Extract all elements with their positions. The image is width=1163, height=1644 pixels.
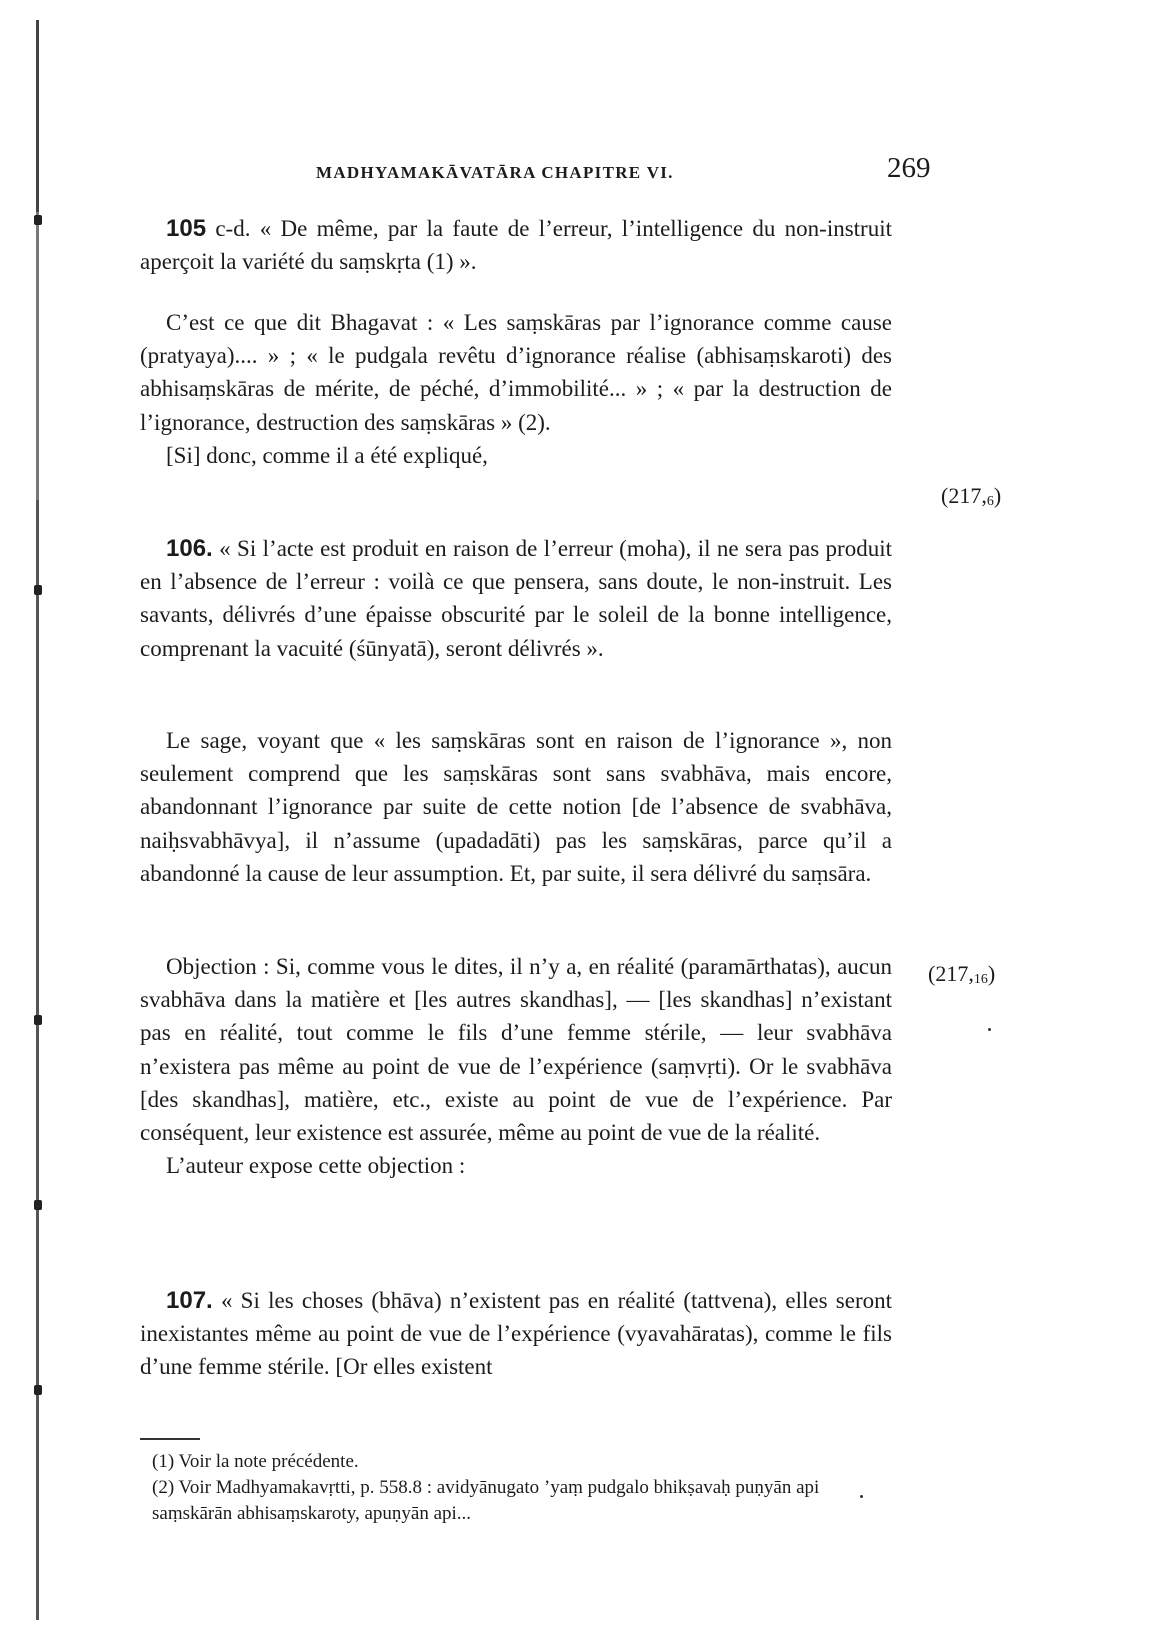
paragraph: C’est ce que dit Bhagavat : « Les saṃskāras par l’ignorance comme cause (pratyaya).... » ; « le pudgala revêtu d’ignorance réalise (abhisaṃskaroti) des abhisaṃskāras de mérite, de péché, d’immobilité... » ; « par la destruction de l’ignorance, destruction des saṃskāras » (2). (140, 310, 892, 435)
binding-mark (34, 1385, 42, 1395)
binding-mark (34, 1015, 42, 1025)
footnote-2: (2) Voir Madhyamakavṛtti, p. 558.8 : avidyānugato ’yaṃ pudgalo bhikṣavaḥ puṇyān api saṃskārān abhisaṃskaroty, apuṇyān api... (152, 1477, 820, 1524)
paragraph: L’auteur expose cette objection : (166, 1153, 466, 1179)
paragraph (140, 1284, 892, 1384)
objection-block (140, 950, 892, 1182)
verse-106 (140, 532, 892, 665)
footnote-1: (1) Voir la note précédente. (152, 1451, 359, 1472)
page-number: 269 (887, 152, 931, 184)
binding-mark (34, 215, 42, 225)
binding-mark (34, 585, 42, 595)
verse-number: 105 (166, 215, 207, 242)
paragraph-text: c-d. « De même, par la faute de l’erreur, l’intelligence du non-instruit aperçoit la variété du saṃskṛta (1) ». (140, 216, 892, 275)
page-left-edge (36, 20, 39, 1620)
paragraph (140, 532, 892, 665)
margin-reference: $(217,_{16})$ (928, 961, 996, 987)
ink-dot (988, 1028, 991, 1031)
footnote-rule (140, 1438, 200, 1440)
running-head: MADHYAMAKĀVATĀRA CHAPITRE VI. (316, 163, 674, 182)
commentary-block-2 (140, 724, 892, 890)
paragraph (140, 212, 892, 278)
paragraph: [Si] donc, comme il a été expliqué, (166, 442, 488, 468)
paragraph-text: « Si l’acte est produit en raison de l’erreur (moha), il ne sera pas produit en l’absence de l’erreur : voilà ce que pensera, sans doute, le non-instruit. Les savants, délivrés d’une épaisse obscurité par le soleil de la bonne intelligence, comprenant la vacuité (śūnyatā), seront délivrés ». (140, 536, 893, 661)
verse-107 (140, 1284, 892, 1384)
paragraph: Objection : Si, comme vous le dites, il n’y a, en réalité (paramārthatas), aucun svabhāva dans la matière et [les autres skandhas], — [les skandhas] n’existant pas en réalité, tout comme le fils d’une femme stérile, — leur svabhāva n’existera pas même au point de vue de l’expérience (saṃvṛti). Or le svabhāva [des skandhas], matière, etc., existe au point de vue de l’expérience. Par conséquent, leur existence est assurée, même au point de vue de la réalité. (140, 954, 892, 1146)
verse-105 (140, 212, 892, 278)
verse-number: 106. (166, 535, 213, 562)
margin-reference: $(217,_6)$ (941, 483, 1002, 509)
verse-number: 107. (166, 1287, 213, 1314)
paragraph-text: « Si les choses (bhāva) n’existent pas en réalité (tattvena), elles seront inexistantes même au point de vue de l’expérience (vyavahāratas), comme le fils d’une femme stérile. [Or elles existent (140, 1288, 892, 1380)
commentary-block-1 (140, 306, 892, 472)
footnotes (130, 1449, 890, 1527)
binding-mark (34, 1200, 42, 1210)
paragraph: Le sage, voyant que « les saṃskāras sont en raison de l’ignorance », non seulement comprend que les saṃskāras sont sans svabhāva, mais encore, abandonnant l’ignorance par suite de cette notion [de l’absence de svabhāva, naiḥsvabhāvya], il n’assume (upadadāti) pas les saṃskāras, parce qu’il a abandonné la cause de leur assumption. Et, par suite, il sera délivré du saṃsāra. (140, 728, 892, 886)
